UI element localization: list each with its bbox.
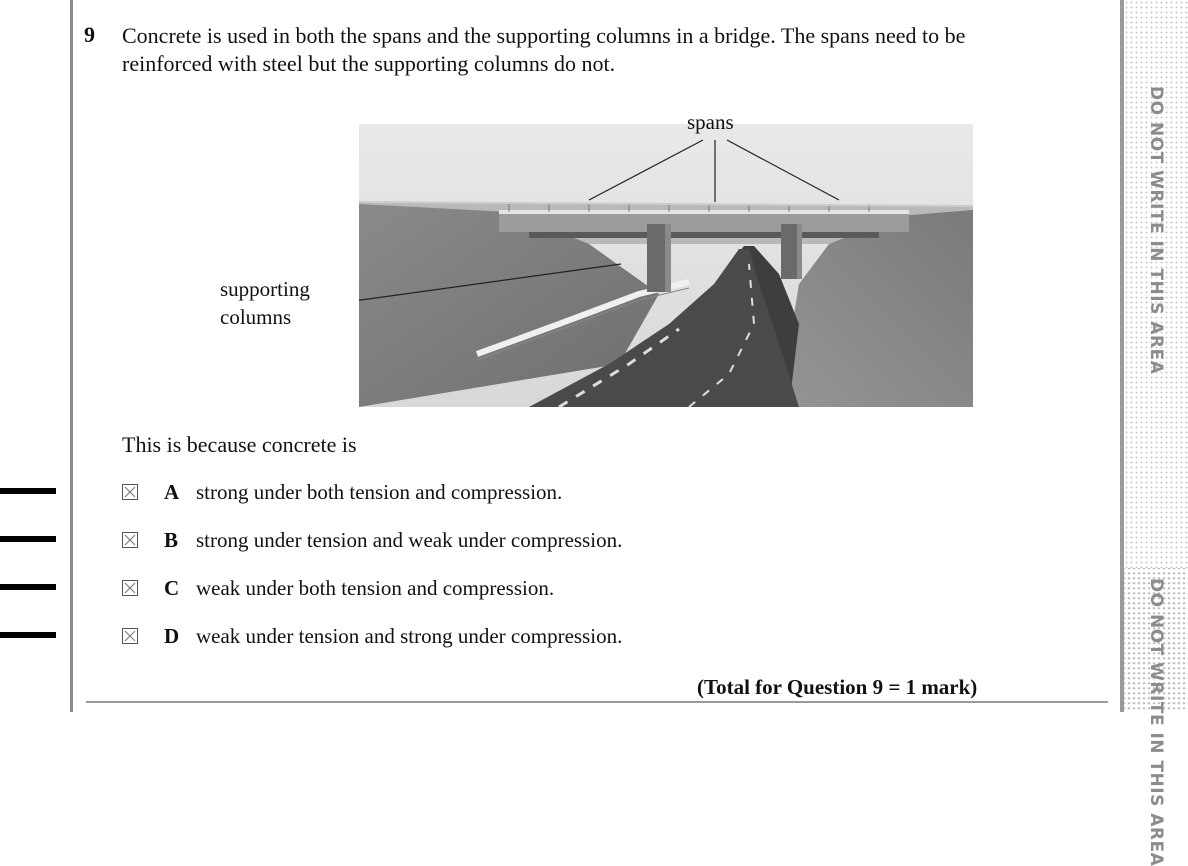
option-b-checkbox[interactable] <box>122 532 138 548</box>
option-d[interactable] <box>122 622 622 650</box>
label-columns-line2: columns <box>220 305 292 329</box>
label-columns-line1: supporting <box>220 277 310 301</box>
option-a-letter: A <box>164 479 180 504</box>
option-c-checkbox[interactable] <box>122 580 138 596</box>
answer-line-marker <box>0 536 56 542</box>
question-stem: This is because concrete is <box>122 432 357 457</box>
option-b[interactable] <box>122 526 622 554</box>
label-supporting-columns <box>220 275 310 331</box>
option-a-checkbox[interactable] <box>122 484 138 500</box>
answer-line-marker <box>0 488 56 494</box>
option-c-letter: C <box>164 575 180 600</box>
margin-warning-lower: DO NOT WRITE IN THIS AREA <box>1146 578 1166 866</box>
left-margin-rule <box>70 0 73 712</box>
option-a-text: strong under both tension and compression. <box>196 479 563 504</box>
margin-warning-upper: DO NOT WRITE IN THIS AREA <box>1146 86 1166 375</box>
option-d-checkbox[interactable] <box>122 628 138 644</box>
label-spans: spans <box>687 110 734 134</box>
option-b-letter: B <box>164 527 179 552</box>
option-c-text: weak under both tension and compression. <box>196 575 555 600</box>
question-text: Concrete is used in both the spans and the supporting columns in a bridge. The spans need to be reinforced with steel but the supporting columns do not. <box>122 23 966 76</box>
option-b-text: strong under tension and weak under compression. <box>196 527 623 552</box>
option-d-text: weak under tension and strong under compression. <box>196 623 623 648</box>
question-total-marks: (Total for Question 9 = 1 mark) <box>697 675 978 699</box>
option-a[interactable] <box>122 478 562 506</box>
answer-line-marker <box>0 632 56 638</box>
option-d-letter: D <box>164 623 180 648</box>
question-number: 9 <box>84 22 95 47</box>
answer-line-marker <box>0 584 56 590</box>
option-c[interactable] <box>122 574 554 602</box>
bottom-divider <box>86 701 1108 703</box>
bridge-photo <box>359 124 973 407</box>
